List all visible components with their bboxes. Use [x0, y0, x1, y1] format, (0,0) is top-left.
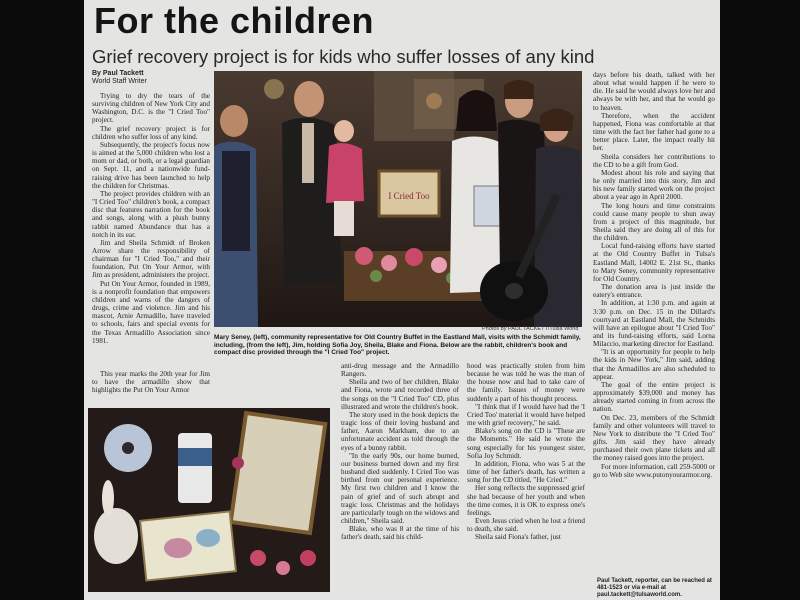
photo-caption: Mary Seney, (left), community representative for Old Country Buffet in the Eastland Mall, visits with the Schmidt family, including, (from the left), Jim, holding Sofia Joy, Sheila, Blake and Fiona. Below are the rabbit, children's book and compact disc provided through the "I Cried Too" project. — [214, 334, 581, 357]
article-column-4 — [467, 362, 585, 598]
article-paragraph: Therefore, when the accident happened, Fiona was comfortable at that time with the fact her father had gone to a better place. Later, the impact really hit her. — [593, 111, 715, 153]
article-paragraph: Blake's song on the CD is "These are the Moments." He said he wrote the song especially for his youngest sister, Sofia Joy Schmidt. — [467, 427, 585, 460]
headline: For the children — [94, 0, 375, 41]
article-paragraph: In addition, at 1:30 p.m. and again at 3:30 p.m. on Dec. 15 in the Dillard's courtyard at Eastland Mall, the Schmidts will have an epilogue about "I Cried Too" and its fund-raising efforts, said Lorna Milaccio, marketing director for Eastland. — [593, 299, 715, 349]
article-paragraph: The long hours and time constraints could cause many people to shun away from a project of this magnitude, but Sheila said they are doing all of this for the children. — [593, 201, 715, 243]
article-paragraph: "It is an opportunity for people to help the kids in New York," Jim said, adding that the Armadillos are also scheduled to appear. — [593, 348, 715, 381]
article-column-3 — [341, 362, 459, 598]
article-paragraph: Jim and Sheila Schmidt of Broken Arrow share the responsibility of chairman for "I Cried Too," and their foundation, Put On Your Armor, with Jim as president, administers the project. — [92, 238, 210, 280]
article-paragraph: "In the early 90s, our home burned, our business burned down and my first husband died suddenly. I Cried Too was birthed from our personal experience. My first two children and I know the pain of grief and of such abrupt and tragic loss. Christmas and the holidays are particularly tough on the widows and children," Sheila said. — [341, 451, 459, 525]
article-paragraph: Sheila said Fiona's father, just — [475, 533, 561, 542]
article-paragraph: The project provides children with an "I Cried Too" children's book, a compact disc that features narration for the book and songs, along with a plush bunny rabbit named Abundance that has a notch in its ear. — [92, 189, 210, 239]
book-cover-text: I Cried Too — [388, 191, 430, 201]
rabbit-book-cd-illustration — [88, 408, 330, 592]
reporter-contact: Paul Tackett, reporter, can be reached at 481-1523 or via e-mail at paul.tackett@tulsaworld.com. — [597, 578, 712, 598]
article-paragraph: Sheila and two of her children, Blake and Fiona, wrote and recorded three of the songs on the "I Cried Too" CD, plus illustrated and wrote the children's book. — [341, 378, 459, 411]
family-photo-illustration — [214, 71, 582, 327]
article-paragraph: hood was practically stolen from him because he was told he was the man of the house now and had to take care of the family. Issues of money were suddenly a part of his thought process. — [467, 362, 585, 403]
article-paragraph: anti-drug message and the Armadillo Rangers. — [341, 362, 459, 379]
article-paragraph: The goal of the entire project is approximately $39,000 and money has already started coming in from across the nation. — [593, 380, 715, 414]
article-paragraph: Put On Your Armor, founded in 1989, is a nonprofit foundation that empowers children and warns of the dangers of drugs, crime and violence. Jim and his mascot, Arnie Armadillo, have traveled to schools, fairs and special events for the Texas Armadillo Association since 1981. — [92, 279, 210, 345]
article-paragraph: Sheila considers her contributions to the CD to be a gift from God. — [593, 152, 715, 169]
article-paragraph: In addition, Fiona, who was 5 at the time of her father's death, has written a song for the CD titled, "He Cried." — [467, 459, 585, 485]
article-paragraph: The story used in the book depicts the tragic loss of their loving husband and father, Aaron Markham, due to an unfortunate accident as told through the eyes of a bunny rabbit. — [341, 410, 459, 452]
article-column-2 — [92, 370, 210, 404]
rabbit-book-cd-photo — [88, 408, 330, 592]
article-paragraph: Modest about his role and saying that he only married into this story, Jim and his new family started work on the project about a year ago in April 2000. — [593, 168, 715, 202]
photo-credit: Photos by PAUL TACKETT/Tulsa World — [482, 326, 579, 332]
article-paragraph: Her song reflects the suppressed grief she had because of her youth and when the time comes, it is OK to express one's feelings. — [467, 484, 585, 517]
article-paragraph: Local fund-raising efforts have started at the Old Country Buffet in Tulsa's Eastland Mall, 14002 E. 21st St., thanks to Mary Seney, community representative for Old Country. — [593, 242, 715, 283]
article-paragraph: "I think that if I would have had the 'I Cried Too' material it would have helped me with grief recovery," he said. — [467, 402, 585, 428]
article-column-1 — [92, 92, 210, 404]
byline-role: World Staff Writer — [92, 78, 147, 85]
newspaper-clipping — [84, 0, 720, 600]
article-paragraph: days before his death, talked with her about what would happen if he were to die. He said he would always love her and always be with her, and that he would go to heaven. — [593, 71, 715, 112]
subheadline: Grief recovery project is for kids who suffer losses of any kind — [92, 46, 595, 67]
article-paragraph: Even Jesus cried when he lost a friend to death, she said. — [467, 516, 585, 534]
article-paragraph: This year marks the 20th year for Jim to have the armadillo show that highlights the Put On Your Armor — [92, 370, 210, 395]
byline-author: By Paul Tackett — [92, 70, 144, 77]
article-paragraph: The donation area is just inside the eatery's entrance. — [593, 283, 715, 300]
byline — [92, 70, 147, 86]
article-paragraph: The grief recovery project is for children who suffer loss of any kind. — [92, 124, 210, 141]
main-photo — [214, 71, 582, 327]
article-paragraph: Trying to dry the tears of the surviving children of New York City and Washington, D.C. is the "I Cried Too" project. — [92, 92, 210, 125]
article-column-5 — [593, 71, 715, 573]
article-paragraph: Subsequently, the project's focus now is aimed at the 5,000 children who lost a mom or dad, or both, or a legal guardian on Sept. 11, and a nationwide fund-raising drive has been launched to help the children for Christmas. — [92, 140, 210, 190]
article-paragraph: On Dec. 23, members of the Schmidt family and other volunteers will travel to New York to distribute the "I Cried Too" gifts. Jim said they have already purchased their own plane tickets and all the money raised goes into the project. — [593, 413, 715, 463]
article-paragraph: For more information, call 259-5000 or go to Web site www.putonyourarmor.org. — [593, 462, 715, 479]
article-paragraph: Blake, who was 8 at the time of his father's death, said his child- — [341, 525, 459, 542]
